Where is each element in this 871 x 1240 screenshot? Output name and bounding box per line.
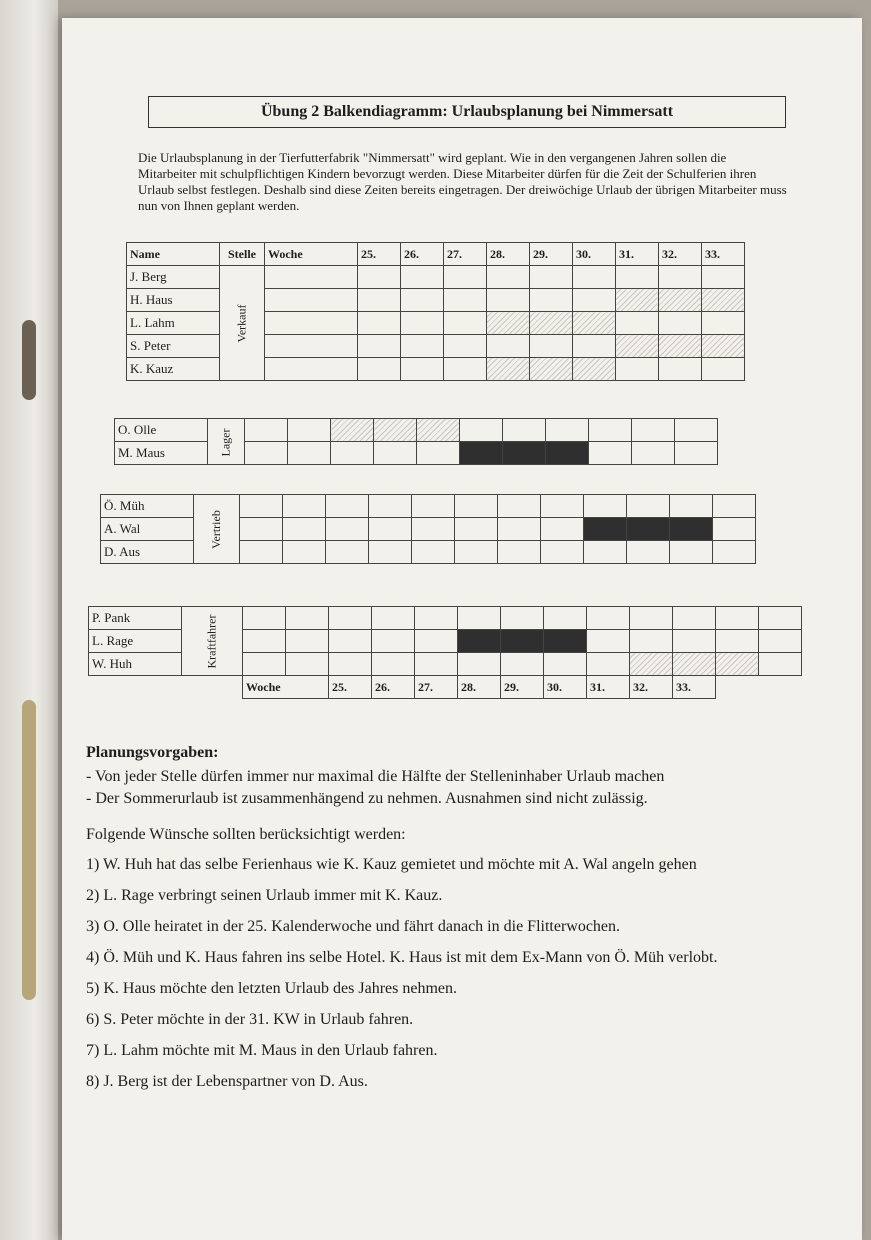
binder-clip	[22, 320, 36, 400]
week-cell[interactable]	[543, 653, 586, 676]
vacation-table-verkauf	[126, 242, 745, 381]
week-cell[interactable]	[615, 266, 658, 289]
week-cell[interactable]	[400, 289, 443, 312]
week-cell[interactable]	[242, 653, 285, 676]
week-cell[interactable]	[615, 312, 658, 335]
week-cell[interactable]	[586, 653, 629, 676]
employee-name: S. Peter	[127, 335, 220, 358]
employee-name: D. Aus	[101, 541, 194, 564]
table-row	[127, 312, 745, 335]
dept-cell	[208, 419, 245, 465]
rule-item: - Der Sommerurlaub ist zusammenhängend zu nehmen. Ausnahmen sind nicht zulässig.	[86, 790, 648, 807]
week-cell[interactable]	[669, 495, 712, 518]
table-footer-row	[89, 676, 802, 699]
week-cell[interactable]	[658, 358, 701, 381]
wish-item: 7) L. Lahm möchte mit M. Maus in den Urlaub fahren.	[86, 1042, 438, 1059]
week-cell[interactable]	[411, 541, 454, 564]
week-cell[interactable]	[325, 518, 368, 541]
week-cell[interactable]	[658, 335, 701, 358]
wish-item: 1) W. Huh hat das selbe Ferienhaus wie K. Kauz gemietet und möchte mit A. Wal angeln gehen	[86, 856, 697, 873]
week-header: 27.	[443, 243, 486, 266]
week-cell[interactable]	[457, 653, 500, 676]
week-cell[interactable]	[615, 358, 658, 381]
wish-item: 8) J. Berg ist der Lebenspartner von D. Aus.	[86, 1073, 368, 1090]
week-cell[interactable]	[443, 266, 486, 289]
week-cell[interactable]	[758, 653, 801, 676]
week-cell[interactable]	[264, 289, 357, 312]
employee-name: Ö. Müh	[101, 495, 194, 518]
week-cell[interactable]	[414, 607, 457, 630]
week-footer: 25.	[328, 676, 371, 699]
week-cell[interactable]	[443, 312, 486, 335]
week-cell[interactable]	[626, 495, 669, 518]
week-cell[interactable]	[288, 442, 331, 465]
week-cell[interactable]	[411, 495, 454, 518]
week-cell[interactable]	[497, 495, 540, 518]
wishes-intro: Folgende Wünsche sollten berücksichtigt werden:	[86, 826, 406, 843]
week-cell[interactable]	[486, 266, 529, 289]
week-cell[interactable]	[715, 630, 758, 653]
week-cell[interactable]	[417, 442, 460, 465]
vacation-table-kraftfahrer	[88, 606, 802, 699]
week-cell[interactable]	[546, 419, 589, 442]
header-dept: Stelle	[220, 243, 265, 266]
table-header-row	[127, 243, 745, 266]
week-cell[interactable]	[486, 358, 529, 381]
week-footer: 33.	[672, 676, 715, 699]
week-cell[interactable]	[572, 289, 615, 312]
week-cell[interactable]	[529, 312, 572, 335]
week-cell[interactable]	[328, 607, 371, 630]
week-header: 29.	[529, 243, 572, 266]
week-cell[interactable]	[672, 653, 715, 676]
week-cell[interactable]	[529, 358, 572, 381]
week-cell[interactable]	[669, 518, 712, 541]
dept-label: Kraftfahrer	[204, 614, 219, 669]
week-cell[interactable]	[615, 335, 658, 358]
week-cell[interactable]	[486, 312, 529, 335]
week-cell[interactable]	[328, 630, 371, 653]
week-cell[interactable]	[242, 630, 285, 653]
week-cell[interactable]	[454, 541, 497, 564]
week-cell[interactable]	[658, 266, 701, 289]
week-cell[interactable]	[503, 419, 546, 442]
week-footer: 28.	[457, 676, 500, 699]
week-cell[interactable]	[500, 653, 543, 676]
week-cell[interactable]	[572, 266, 615, 289]
week-cell[interactable]	[239, 518, 282, 541]
week-cell[interactable]	[712, 541, 755, 564]
dept-cell	[194, 495, 240, 564]
week-cell[interactable]	[371, 630, 414, 653]
week-cell[interactable]	[414, 653, 457, 676]
week-cell[interactable]	[503, 442, 546, 465]
week-cell[interactable]	[529, 289, 572, 312]
week-cell[interactable]	[282, 518, 325, 541]
week-footer: 29.	[500, 676, 543, 699]
week-footer: 27.	[414, 676, 457, 699]
week-cell[interactable]	[486, 289, 529, 312]
week-cell[interactable]	[543, 607, 586, 630]
employee-name: W. Huh	[89, 653, 182, 676]
page-title: Übung 2 Balkendiagramm: Urlaubsplanung bei Nimmersatt	[148, 96, 786, 128]
week-cell[interactable]	[457, 630, 500, 653]
wish-item: 2) L. Rage verbringt seinen Urlaub immer mit K. Kauz.	[86, 887, 443, 904]
week-cell[interactable]	[629, 653, 672, 676]
employee-name: L. Lahm	[127, 312, 220, 335]
week-cell[interactable]	[572, 335, 615, 358]
week-cell[interactable]	[658, 312, 701, 335]
week-cell[interactable]	[672, 630, 715, 653]
week-cell[interactable]	[529, 266, 572, 289]
week-cell[interactable]	[400, 312, 443, 335]
week-cell[interactable]	[701, 289, 744, 312]
employee-name: H. Haus	[127, 289, 220, 312]
week-cell[interactable]	[400, 335, 443, 358]
week-cell[interactable]	[400, 266, 443, 289]
week-cell[interactable]	[242, 607, 285, 630]
week-cell[interactable]	[264, 358, 357, 381]
week-cell[interactable]	[368, 518, 411, 541]
week-cell[interactable]	[325, 495, 368, 518]
footer-spacer	[715, 676, 758, 699]
week-header: 25.	[357, 243, 400, 266]
week-cell[interactable]	[572, 312, 615, 335]
week-cell[interactable]	[460, 442, 503, 465]
week-cell[interactable]	[658, 289, 701, 312]
employee-name: O. Olle	[115, 419, 208, 442]
week-cell[interactable]	[454, 518, 497, 541]
table-row	[127, 266, 745, 289]
week-cell[interactable]	[417, 419, 460, 442]
week-cell[interactable]	[285, 607, 328, 630]
week-cell[interactable]	[411, 518, 454, 541]
week-cell[interactable]	[586, 630, 629, 653]
week-cell[interactable]	[371, 653, 414, 676]
table-row	[115, 442, 718, 465]
week-cell[interactable]	[331, 442, 374, 465]
table-row	[127, 358, 745, 381]
week-cell[interactable]	[675, 419, 718, 442]
week-cell[interactable]	[583, 541, 626, 564]
week-header: 31.	[615, 243, 658, 266]
week-cell[interactable]	[632, 419, 675, 442]
intro-text: Die Urlaubsplanung in der Tierfutterfabrik "Nimmersatt" wird geplant. Wie in den vergangenen Jahren sollen die Mitarbeiter mit schulpflichtigen Kindern bevorzugt werden. Diese Mitarbeiter dürfen für die Zeit der Schulferien ihren Urlaub selbst festlegen. Deshalb sind diese Zeiten bereits eingetragen. Der dreiwöchige Urlaub der übrigen Mitarbeiter muss nun von Ihnen geplant werden.	[138, 150, 787, 213]
planning-heading: Planungsvorgaben:	[86, 744, 219, 761]
week-cell[interactable]	[245, 419, 288, 442]
week-cell[interactable]	[460, 419, 503, 442]
week-cell[interactable]	[701, 335, 744, 358]
wish-item: 4) Ö. Müh und K. Haus fahren ins selbe Hotel. K. Haus ist mit dem Ex-Mann von Ö. Müh verlobt.	[86, 949, 718, 966]
week-cell[interactable]	[540, 518, 583, 541]
week-cell[interactable]	[497, 541, 540, 564]
week-cell[interactable]	[758, 630, 801, 653]
week-cell[interactable]	[325, 541, 368, 564]
wishes-list	[86, 854, 816, 1093]
week-cell[interactable]	[701, 358, 744, 381]
rule-item: - Von jeder Stelle dürfen immer nur maximal die Hälfte der Stelleninhaber Urlaub machen	[86, 768, 665, 785]
week-footer: 30.	[543, 676, 586, 699]
employee-name: K. Kauz	[127, 358, 220, 381]
table-row	[127, 289, 745, 312]
employee-name: J. Berg	[127, 266, 220, 289]
week-cell[interactable]	[543, 630, 586, 653]
week-cell[interactable]	[540, 541, 583, 564]
week-cell[interactable]	[264, 335, 357, 358]
week-cell[interactable]	[374, 419, 417, 442]
week-cell[interactable]	[589, 419, 632, 442]
dept-label: Verkauf	[234, 304, 249, 343]
vacation-table-lager	[114, 418, 718, 465]
week-cell[interactable]	[675, 442, 718, 465]
week-cell[interactable]	[264, 266, 357, 289]
week-cell[interactable]	[414, 630, 457, 653]
week-cell[interactable]	[454, 495, 497, 518]
week-cell[interactable]	[712, 495, 755, 518]
week-footer: 26.	[371, 676, 414, 699]
week-cell[interactable]	[712, 518, 755, 541]
week-cell[interactable]	[239, 495, 282, 518]
week-cell[interactable]	[629, 607, 672, 630]
week-cell[interactable]	[443, 335, 486, 358]
week-cell[interactable]	[357, 358, 400, 381]
header-week: Woche	[264, 243, 357, 266]
week-cell[interactable]	[285, 653, 328, 676]
week-cell[interactable]	[264, 312, 357, 335]
week-cell[interactable]	[357, 266, 400, 289]
week-cell[interactable]	[701, 312, 744, 335]
week-cell[interactable]	[540, 495, 583, 518]
binder-strip	[0, 0, 58, 1240]
week-cell[interactable]	[626, 518, 669, 541]
week-cell[interactable]	[282, 541, 325, 564]
footer-spacer	[182, 676, 243, 699]
employee-name: L. Rage	[89, 630, 182, 653]
week-cell[interactable]	[529, 335, 572, 358]
dept-cell	[220, 266, 265, 381]
week-cell[interactable]	[486, 335, 529, 358]
week-cell[interactable]	[546, 442, 589, 465]
week-cell[interactable]	[368, 541, 411, 564]
week-cell[interactable]	[443, 289, 486, 312]
wish-item: 5) K. Haus möchte den letzten Urlaub des Jahres nehmen.	[86, 980, 457, 997]
week-footer: 32.	[629, 676, 672, 699]
week-cell[interactable]	[615, 289, 658, 312]
footer-week-label: Woche	[242, 676, 328, 699]
week-cell[interactable]	[672, 607, 715, 630]
employee-name: M. Maus	[115, 442, 208, 465]
week-cell[interactable]	[357, 312, 400, 335]
table-row	[101, 495, 756, 518]
week-footer: 31.	[586, 676, 629, 699]
employee-name: P. Pank	[89, 607, 182, 630]
dept-label: Vertrieb	[208, 510, 223, 549]
week-cell[interactable]	[245, 442, 288, 465]
week-cell[interactable]	[632, 442, 675, 465]
week-cell[interactable]	[374, 442, 417, 465]
wish-item: 3) O. Olle heiratet in der 25. Kalenderwoche und fährt danach in die Flitterwochen.	[86, 918, 621, 935]
week-cell[interactable]	[443, 358, 486, 381]
wish-item: 6) S. Peter möchte in der 31. KW in Urlaub fahren.	[86, 1011, 414, 1028]
week-cell[interactable]	[400, 358, 443, 381]
table-row	[127, 335, 745, 358]
week-cell[interactable]	[357, 289, 400, 312]
week-header: 30.	[572, 243, 615, 266]
week-cell[interactable]	[629, 630, 672, 653]
week-cell[interactable]	[282, 495, 325, 518]
planning-section	[86, 742, 816, 1102]
week-cell[interactable]	[701, 266, 744, 289]
week-cell[interactable]	[497, 518, 540, 541]
dept-label: Lager	[218, 428, 233, 456]
week-cell[interactable]	[572, 358, 615, 381]
week-cell[interactable]	[371, 607, 414, 630]
week-cell[interactable]	[669, 541, 712, 564]
week-cell[interactable]	[715, 607, 758, 630]
table-row	[89, 607, 802, 630]
week-cell[interactable]	[357, 335, 400, 358]
week-cell[interactable]	[583, 495, 626, 518]
week-cell[interactable]	[239, 541, 282, 564]
week-header: 33.	[701, 243, 744, 266]
week-cell[interactable]	[500, 630, 543, 653]
week-header: 32.	[658, 243, 701, 266]
wishes-section	[86, 824, 816, 1093]
week-cell[interactable]	[715, 653, 758, 676]
vacation-table-vertrieb	[100, 494, 756, 564]
week-cell[interactable]	[500, 607, 543, 630]
week-cell[interactable]	[368, 495, 411, 518]
employee-name: A. Wal	[101, 518, 194, 541]
week-cell[interactable]	[331, 419, 374, 442]
week-cell[interactable]	[583, 518, 626, 541]
week-cell[interactable]	[589, 442, 632, 465]
week-cell[interactable]	[288, 419, 331, 442]
week-cell[interactable]	[626, 541, 669, 564]
binder-clip-lower	[22, 700, 36, 1000]
week-cell[interactable]	[328, 653, 371, 676]
week-cell[interactable]	[586, 607, 629, 630]
week-header: 26.	[400, 243, 443, 266]
week-cell[interactable]	[457, 607, 500, 630]
week-cell[interactable]	[285, 630, 328, 653]
footer-spacer	[89, 676, 182, 699]
table-row	[115, 419, 718, 442]
week-header: 28.	[486, 243, 529, 266]
week-cell[interactable]	[758, 607, 801, 630]
dept-cell	[182, 607, 243, 676]
header-name: Name	[127, 243, 220, 266]
